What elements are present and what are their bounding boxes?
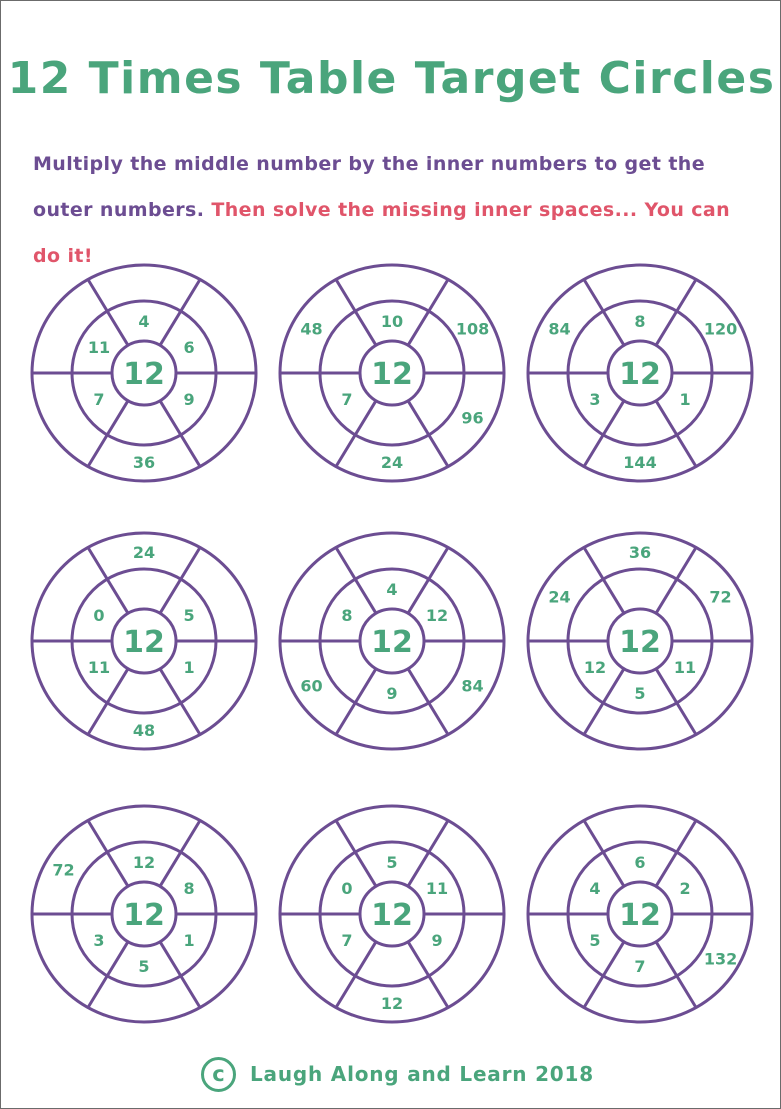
outer-number: 132 — [703, 949, 738, 969]
inner-number: 7 — [93, 390, 105, 409]
outer-number: 72 — [52, 860, 75, 880]
inner-number: 1 — [183, 931, 195, 950]
inner-number: 5 — [386, 853, 398, 872]
outer-number: 72 — [709, 587, 732, 607]
outer-number: 60 — [300, 676, 323, 696]
segment-divider — [656, 820, 696, 886]
segment-divider — [336, 669, 376, 735]
segment-divider — [408, 942, 448, 1008]
inner-number: 9 — [183, 390, 195, 409]
segment-divider — [160, 401, 200, 467]
inner-number: 4 — [589, 879, 601, 898]
outer-number: 24 — [548, 587, 571, 607]
inner-number: 5 — [634, 684, 646, 703]
inner-number: 0 — [341, 879, 353, 898]
segment-divider — [584, 279, 624, 345]
segment-divider — [88, 401, 128, 467]
inner-number: 0 — [93, 606, 105, 625]
inner-number: 10 — [380, 312, 404, 331]
outer-number: 84 — [461, 676, 484, 696]
center-number: 12 — [371, 357, 413, 392]
segment-divider — [88, 669, 128, 735]
inner-number: 8 — [634, 312, 646, 331]
inner-number: 5 — [183, 606, 195, 625]
segment-divider — [408, 820, 448, 886]
center-number: 12 — [371, 625, 413, 660]
inner-number: 11 — [87, 658, 111, 677]
segment-divider — [88, 942, 128, 1008]
target-circles-grid — [1, 1, 781, 1109]
segment-divider — [584, 669, 624, 735]
segment-divider — [408, 279, 448, 345]
segment-divider — [408, 669, 448, 735]
inner-number: 7 — [634, 957, 646, 976]
inner-number: 11 — [425, 879, 449, 898]
inner-number: 9 — [431, 931, 443, 950]
outer-number: 12 — [380, 994, 404, 1013]
segment-divider — [336, 820, 376, 886]
inner-number: 11 — [673, 658, 697, 677]
segment-divider — [88, 547, 128, 613]
segment-divider — [336, 547, 376, 613]
inner-number: 5 — [138, 957, 150, 976]
center-number: 12 — [619, 625, 661, 660]
segment-divider — [88, 820, 128, 886]
segment-divider — [408, 401, 448, 467]
inner-number: 1 — [679, 390, 691, 409]
inner-number: 12 — [132, 853, 156, 872]
outer-number: 108 — [455, 319, 490, 339]
inner-number: 5 — [589, 931, 601, 950]
center-number: 12 — [123, 898, 165, 933]
segment-divider — [160, 942, 200, 1008]
outer-number: 24 — [380, 453, 404, 472]
center-number: 12 — [123, 357, 165, 392]
segment-divider — [336, 279, 376, 345]
inner-number: 8 — [183, 879, 195, 898]
inner-number: 1 — [183, 658, 195, 677]
segment-divider — [408, 547, 448, 613]
footer-text: Laugh Along and Learn 2018 — [250, 1062, 594, 1086]
center-number: 12 — [619, 357, 661, 392]
outer-number: 96 — [461, 408, 484, 428]
center-number: 12 — [619, 898, 661, 933]
inner-number: 6 — [183, 338, 195, 357]
inner-number: 7 — [341, 390, 353, 409]
inner-number: 12 — [425, 606, 449, 625]
segment-divider — [160, 669, 200, 735]
segment-divider — [656, 669, 696, 735]
inner-number: 8 — [341, 606, 353, 625]
segment-divider — [336, 942, 376, 1008]
segment-divider — [88, 279, 128, 345]
inner-number: 4 — [386, 580, 398, 599]
segment-divider — [584, 942, 624, 1008]
instructions-part-1: Multiply the middle number by the inner numbers to get the outer numbers. — [33, 153, 706, 221]
inner-number: 2 — [679, 879, 691, 898]
outer-number: 84 — [548, 319, 571, 339]
instructions-part-2: Then solve the missing inner spaces... You can do it! — [33, 199, 731, 267]
outer-number: 48 — [300, 319, 323, 339]
inner-number: 3 — [589, 390, 601, 409]
outer-number: 144 — [623, 453, 657, 472]
segment-divider — [584, 820, 624, 886]
inner-number: 3 — [93, 931, 105, 950]
segment-divider — [656, 401, 696, 467]
segment-divider — [160, 820, 200, 886]
center-number: 12 — [371, 898, 413, 933]
outer-number: 48 — [132, 721, 156, 740]
segment-divider — [584, 401, 624, 467]
outer-number: 36 — [628, 543, 652, 562]
segment-divider — [584, 547, 624, 613]
inner-number: 6 — [634, 853, 646, 872]
inner-number: 9 — [386, 684, 398, 703]
outer-number: 36 — [132, 453, 156, 472]
copyright-icon: c — [201, 1057, 236, 1092]
segment-divider — [336, 401, 376, 467]
inner-number: 12 — [583, 658, 607, 677]
inner-number: 4 — [138, 312, 150, 331]
segment-divider — [656, 279, 696, 345]
footer — [201, 1056, 594, 1092]
outer-number: 120 — [703, 319, 738, 339]
segment-divider — [160, 547, 200, 613]
page-title: 12 Times Table Target Circles — [7, 53, 776, 104]
outer-number: 24 — [132, 543, 156, 562]
segment-divider — [656, 547, 696, 613]
center-number: 12 — [123, 625, 165, 660]
segment-divider — [656, 942, 696, 1008]
segment-divider — [160, 279, 200, 345]
inner-number: 11 — [87, 338, 111, 357]
inner-number: 7 — [341, 931, 353, 950]
